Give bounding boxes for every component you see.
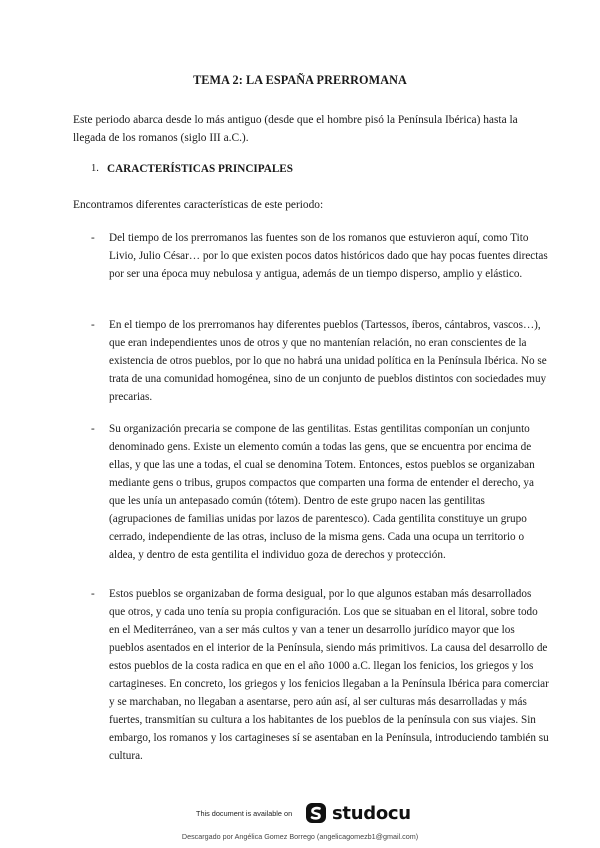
- bullet-dash: -: [91, 232, 95, 244]
- bullet-dash: -: [91, 588, 95, 600]
- section-title: CARACTERÍSTICAS PRINCIPALES: [107, 163, 293, 175]
- list-item-text: Su organización precaria se compone de las gentilitas. Estas gentilitas componían un conjunto denominado gens. Existe un elemento común a todas las gens, que se encuentra por encima de ellas, y que las une a todas, el cual se denomina Totem. Entonces, estos pueblos se organizaban mediante gens o tribus, grupos compactos que comparten una forma de entender el derecho, ya que les unía un antepasado común (tótem). Dentro de este grupo nacen las gentilitas (agrupaciones de familias unidas por lazos de parentesco). Cada gentilita constituye un grupo cerrado, independiente de las otras, incluso de la misma gens. Cada una ocupa un territorio o aldea, y dentro de esta gentilita el individuo goza de derechos y protección.: [109, 423, 535, 561]
- available-on-text: This document is available on: [196, 809, 293, 818]
- lead-paragraph: Encontramos diferentes características de este periodo:: [73, 199, 324, 211]
- page-title: TEMA 2: LA ESPAÑA PRERROMANA: [193, 73, 407, 87]
- download-attribution: Descargado por Angélica Gomez Borrego (angelicagomezb1@gmail.com): [181, 832, 419, 841]
- studocu-logo-icon: [305, 802, 327, 824]
- bullet-dash: -: [91, 423, 95, 435]
- list-item-text: Estos pueblos se organizaban de forma desigual, por lo que algunos estaban más desarrollados que otros, y cada uno tenía su propia configuración. Los que se situaban en el litoral, sobre todo en el Mediterráneo, van a ser más cultos y van a tener un desarrollo jurídico mayor que los pueblos asentados en el interior de la Península, siendo más primitivos. La causa del desarrollo de estos pueblos de la costa radica en que en el año 1000 a.C. llegan los fenicios, los griegos y los cartagineses. En concreto, los griegos y los fenicios llegaban a la Península Ibérica para comerciar y se marchaban, no llegaban a asentarse, pero aún así, al ser culturas más desarrolladas y más fuertes, transmitían su cultura a los habitantes de los pueblos de la península con sus viajes. Sin embargo, los romanos y los cartagineses sí se asentaban en la Península, introduciendo también su cultura.: [109, 588, 549, 762]
- list-item-text: Del tiempo de los prerromanos las fuentes son de los romanos que estuvieron aquí, como Tito Livio, Julio César… por lo que existen pocos datos históricos dado que hay pocas fuentes directas por ser una época muy nebulosa y antigua, además de un tiempo disperso, amplio y elástico.: [109, 232, 548, 280]
- section-number: 1.: [91, 163, 99, 174]
- list-item-text: En el tiempo de los prerromanos hay diferentes pueblos (Tartessos, íberos, cántabros, vascos…), que eran independientes unos de otros y que no mantenían relación, no eran conscientes de la existencia de otros pueblos, por lo que no habrá una unidad política en la Península Ibérica. No se trata de una comunidad homogénea, sino de un conjunto de pueblos distintos con sociedades muy precarias.: [109, 319, 547, 403]
- bullet-dash: -: [91, 319, 95, 331]
- intro-paragraph: Este periodo abarca desde lo más antiguo (desde que el hombre pisó la Península Ibérica) hasta la llegada de los romanos (siglo III a.C.).: [73, 114, 518, 144]
- logo-wordmark: studocu: [332, 802, 411, 824]
- studocu-logo[interactable]: [305, 800, 411, 826]
